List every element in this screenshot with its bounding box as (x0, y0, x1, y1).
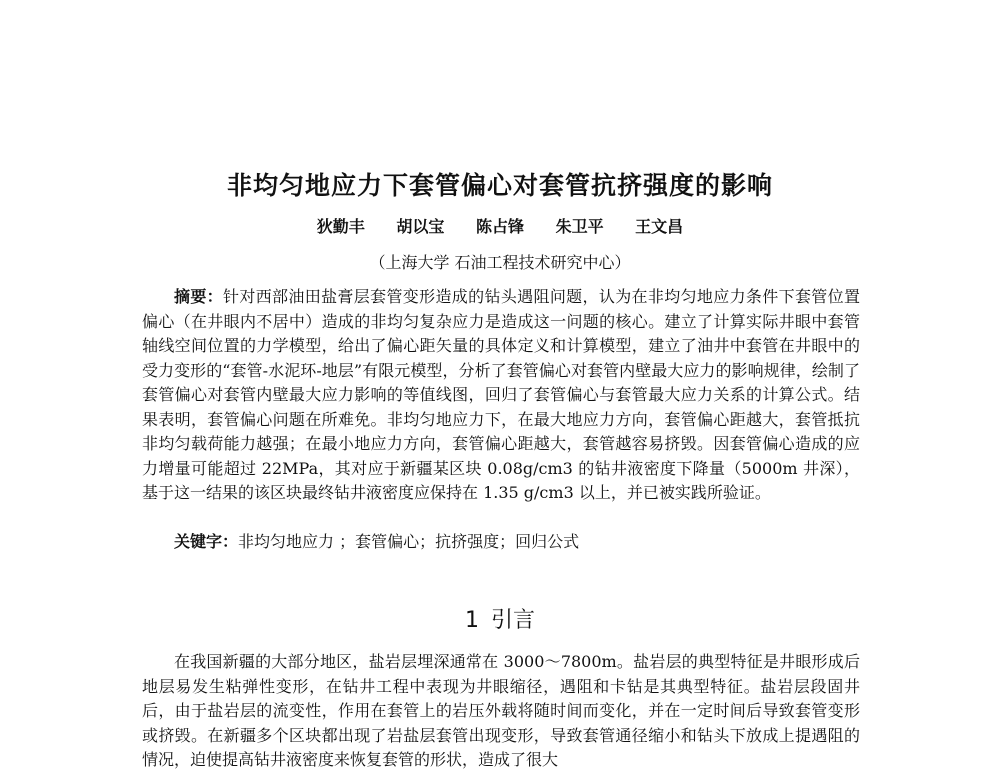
affiliation: （上海大学 石油工程技术研究中心） (369, 253, 631, 272)
section-heading (0, 603, 1000, 634)
keywords-label: 关键字： (174, 532, 239, 551)
section-number: 1 (464, 608, 479, 633)
abstract-text: 针对西部油田盐膏层套管变形造成的钻头遇阻问题，认为在非均匀地应力条件下套管位置偏心（在井眼内不居中）造成的非均匀复杂应力是造成这一问题的核心。建立了计算实际井眼中套管轴线空间位置的力学模型，给出了偏心距矢量的具体定义和计算模型，建立了油井中套管在井眼中的受力变形的“套管-水泥环-地层”有限元模型，分析了套管偏心对套管内壁最大应力的影响规律，绘制了套管偏心对套管内壁最大应力影响的等值线图，回归了套管偏心与套管最大应力关系的计算公式。结果表明，套管偏心问题在所难免。非均匀地应力下，在最大地应力方向，套管偏心距越大，套管抵抗非均匀载荷能力越强；在最小地应力方向，套管偏心距越大，套管越容易挤毁。因套管偏心造成的应力增量可能超过 22MPa，其对应于新疆某区块 0.08g/cm3 的钻井液密度下降量（5000m 井深），基于这一结果的该区块最终钻井液密度应保持在 1.35 g/cm3 以上，并已被实践所验证。 (142, 287, 860, 502)
author-name: 朱卫平 (555, 217, 604, 236)
keywords-text: 非均匀地应力 ；套管偏心；抗挤强度；回归公式 (238, 532, 580, 551)
section-title: 引言 (490, 608, 535, 633)
author-name: 狄勤丰 (316, 217, 365, 236)
body-paragraph: 在我国新疆的大部分地区，盐岩层埋深通常在 3000～7800m。盐岩层的典型特征是井眼形成后地层易发生粘弹性变形，在钻井工程中表现为井眼缩径，遇阻和卡钻是其典型特征。盐岩层段固井后，由于盐岩层的流变性，作用在套管上的岩压外载将随时间而变化，并在一定时间后导致套管变形或挤毁。在新疆多个区块都出现了岩盐层套管出现变形，导致套管通径缩小和钻头下放成上提遇阻的情况，迫使提高钻井液密度来恢复套管的形状，造成了很大 (142, 652, 860, 769)
abstract (142, 285, 860, 506)
author-name: 胡以宝 (396, 217, 445, 236)
author-name: 王文昌 (635, 217, 684, 236)
abstract-label: 摘要： (174, 287, 224, 306)
paper-title: 非均匀地应力下套管偏心对套管抗挤强度的影响 (226, 171, 773, 200)
keywords (174, 529, 579, 552)
author-name: 陈占锋 (475, 217, 524, 236)
author-list (0, 214, 1000, 237)
